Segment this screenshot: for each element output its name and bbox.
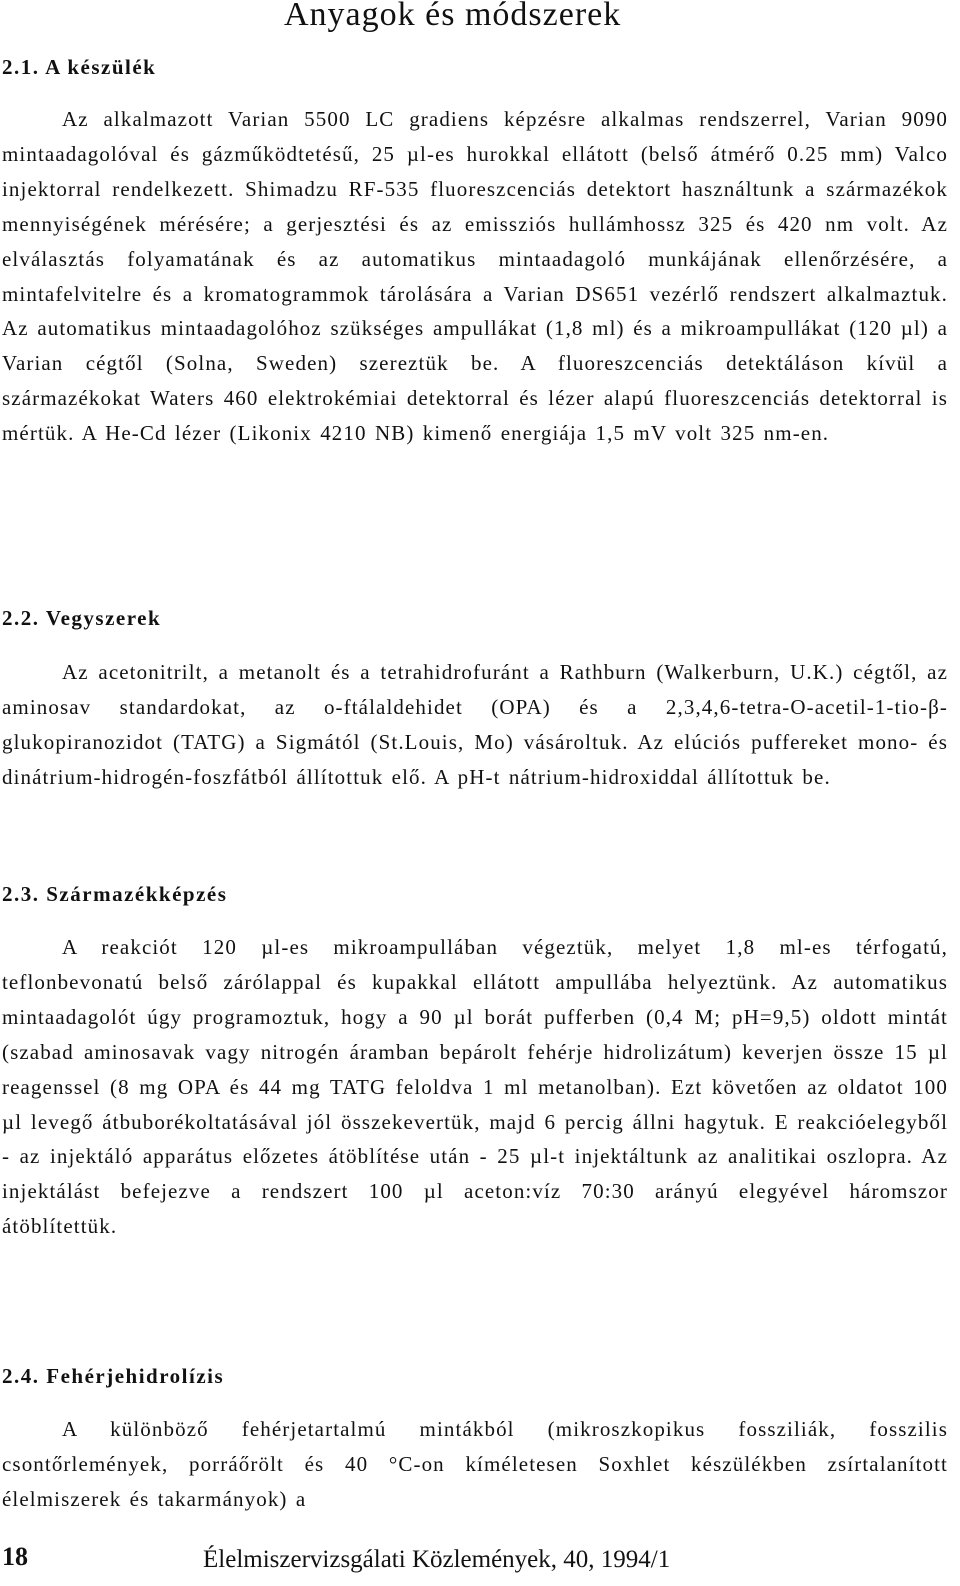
page-number: 18 bbox=[2, 1542, 28, 1571]
section-body-protein-hydrolysis: A különböző fehérjetartalmú mintákból (mikroszkopikus fossziliák, fosszilis csontőrlemények, porráőrölt és 40 °C-on kíméletesen Soxhlet készülékben zsírtalanított élelmiszerek és takarmányok) a bbox=[2, 1417, 948, 1511]
journal-citation: Élelmiszervizsgálati Közlemények, 40, 1994/1 bbox=[203, 1546, 671, 1573]
section-body-chemicals: Az acetonitrilt, a metanolt és a tetrahidrofuránt a Rathburn (Walkerburn, U.K.) cégtől, az aminosav standardokat, az o-ftálaldehidet (OPA) és a 2,3,4,6-tetra-O-acetil-1-tio-β-glukopiranozidot (TATG) a Sigmától (St.Louis, Mo) vásároltuk. Az elúciós puffereket mono- és dinátrium-hidrogén-foszfátból állítottuk elő. A pH-t nátrium-hidroxiddal állítottuk be. bbox=[2, 660, 948, 789]
section-heading-chemicals: 2.2. Vegyszerek bbox=[2, 606, 162, 630]
section-heading-protein-hydrolysis: 2.4. Fehérjehidrolízis bbox=[2, 1364, 225, 1388]
section-body-derivatization: A reakciót 120 µl-es mikroampullában végeztük, melyet 1,8 ml-es térfogatú, teflonbevonatú belső zárólappal és kupakkal ellátott ampullába helyeztünk. Az automatikus mintaadagolót úgy programoztuk, hogy a 90 µl borát pufferben (0,4 M; pH=9,5) oldott mintát (szabad aminosavak vagy nitrogén áramban bepárolt fehérje hidrolizátum) keverjen össze 15 µl reagenssel (8 mg OPA és 44 mg TATG feloldva 1 ml metanolban). Ezt követően az oldatot 100 µl levegő átbuborékoltatásával jól összekevertük, majd 6 percig állni hagytuk. E reakcióelegyből - az injektáló apparátus előzetes átöblítése után - 25 µl-t injektáltunk az analitikai oszlopra. Az injektálást befejezve a rendszert 100 µl aceton:víz 70:30 arányú elegyével háromszor átöblítettük. bbox=[2, 935, 948, 1239]
section-body-apparatus: Az alkalmazott Varian 5500 LC gradiens képzésre alkalmas rendszerrel, Varian 9090 mintaadagolóval és gázműködtetésű, 25 µl-es hurokkal ellátott (belső átmérő 0.25 mm) Valco injektorral rendelkezett. Shimadzu RF-535 fluoreszcenciás detektort használtunk a származékok mennyiségének mérésére; a gerjesztési és az emissziós hullámhossz 325 és 420 nm volt. Az elválasztás folyamatának és az automatikus mintaadagoló munkájának ellenőrzésére, a mintafelvitelre és a kromatogrammok tárolására a Varian DS651 vezérlő rendszert alkalmaztuk. Az automatikus mintaadagolóhoz szükséges ampullákat (1,8 ml) és a mikroampullákat (120 µl) a Varian cégtől (Solna, Sweden) szereztük be. A fluoreszcenciás detektáláson kívül a származékokat Waters 460 elektrokémiai detektorral és lézer alapú fluoreszcenciás detektorral is mértük. A He-Cd lézer (Likonix 4210 NB) kimenő energiája 1,5 mV volt 325 nm-en. bbox=[2, 107, 948, 446]
section-heading-derivatization: 2.3. Származékképzés bbox=[2, 882, 228, 906]
page-title: Anyagok és módszerek bbox=[284, 0, 622, 33]
section-heading-apparatus: 2.1. A készülék bbox=[2, 55, 157, 79]
